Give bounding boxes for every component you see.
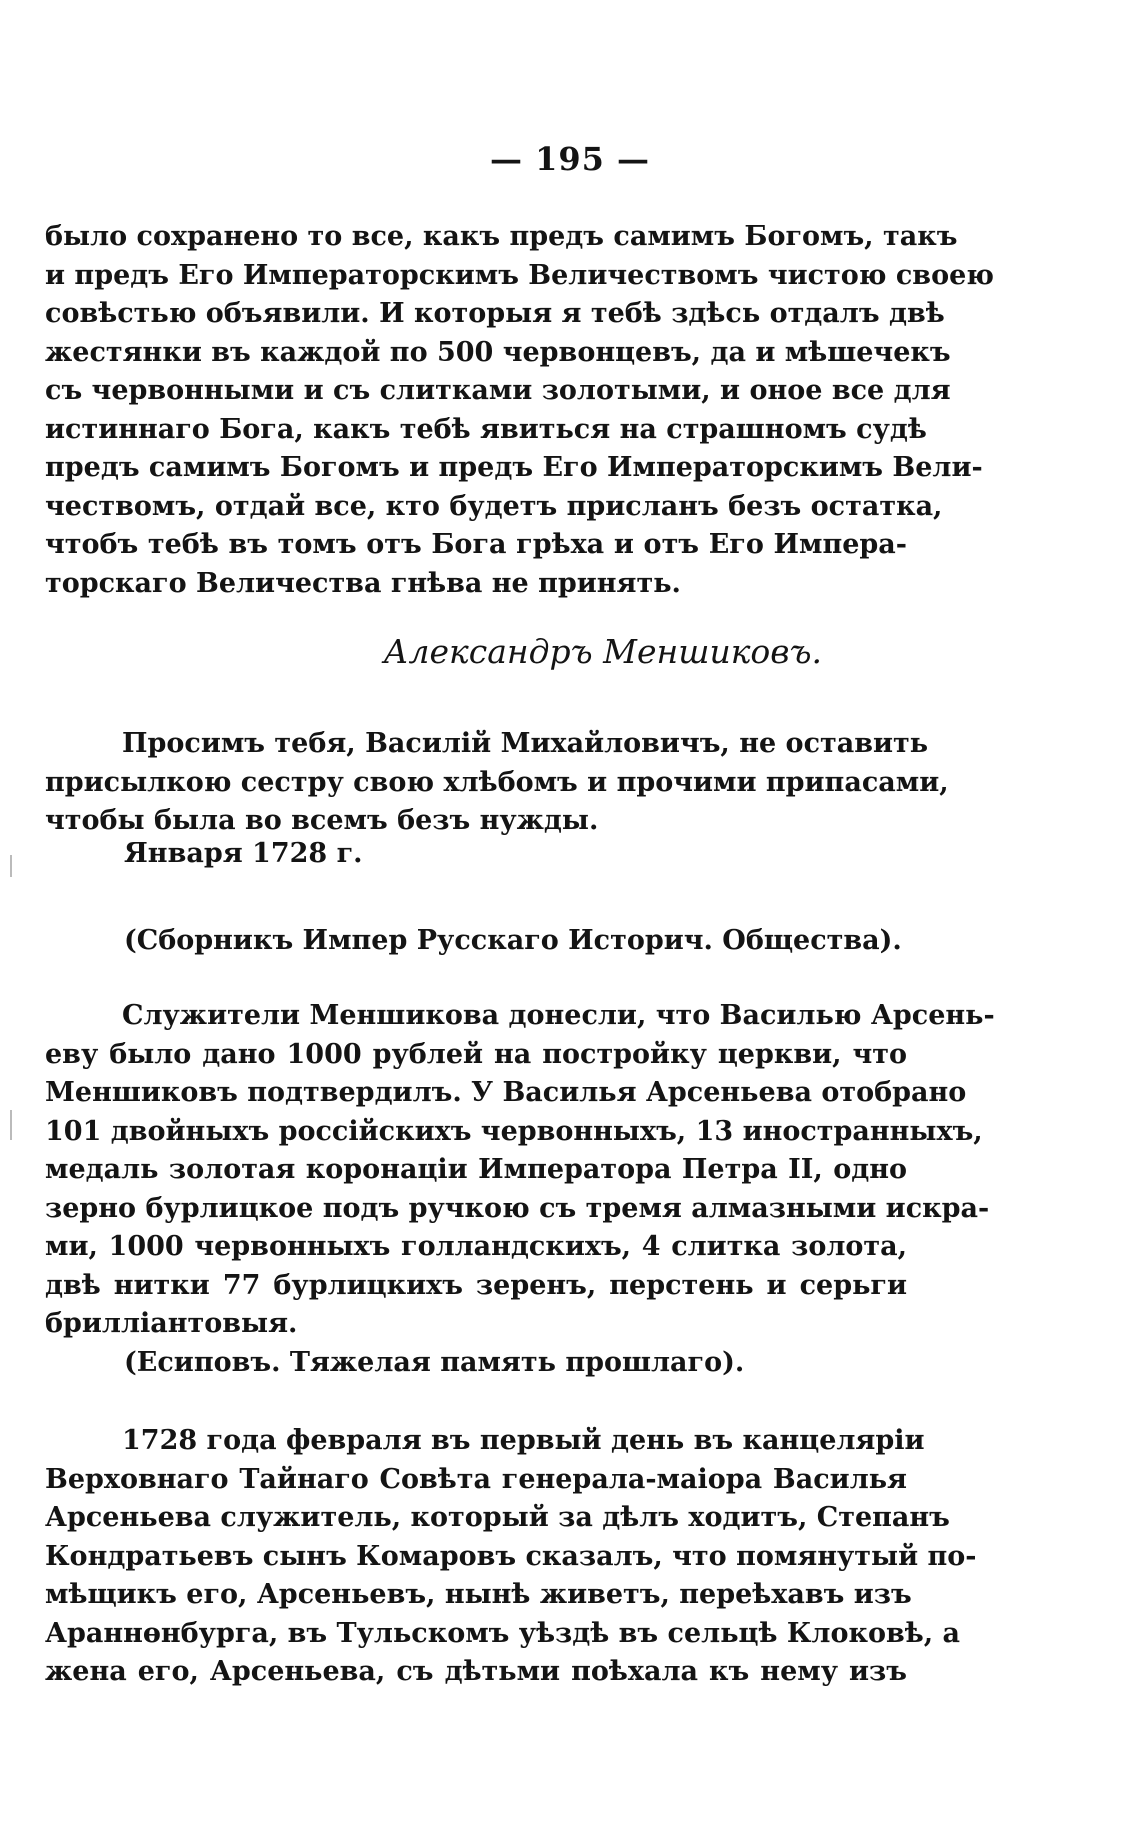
source-citation: (Есиповъ. Тяжелая память прошлаго).: [124, 1347, 745, 1378]
text-line: было сохранено то все, какъ предъ самимъ Богомъ, такъ: [45, 221, 958, 252]
text-line: 101 двойныхъ россійскихъ червонныхъ, 13 иностранныхъ,: [45, 1115, 983, 1147]
text-line: Меншиковъ подтвердилъ. У Василья Арсеньева отобрано: [45, 1077, 967, 1108]
source-citation: (Сборникъ Импер Русскаго Историч. Общества).: [124, 925, 902, 956]
text-line: Арсеньева служитель, который за дѣлъ ходитъ, Степанъ: [45, 1502, 950, 1533]
text-line: ми, 1000 червонныхъ голландскихъ, 4 слитка золота,: [45, 1231, 907, 1262]
paragraph-4: [45, 1422, 977, 1692]
date-line: Января 1728 г.: [124, 838, 363, 869]
text-line: Верховнаго Тайнаго Совѣта генерала-маіора Василья: [45, 1463, 907, 1495]
text-line: Араннөнбурга, въ Тульскомъ уѣздѣ въ сельцѣ Клоковѣ, а: [45, 1617, 961, 1649]
paragraph-3: [45, 997, 995, 1344]
text-line: 1728 года февраля въ первый день въ канцеляріи: [122, 1425, 925, 1456]
text-line: зерно бурлицкое подъ ручкою съ тремя алмазными искра-: [45, 1192, 990, 1224]
text-line: присылкою сестру свою хлѣбомъ и прочими припасами,: [45, 766, 949, 798]
page-number: — 195 —: [489, 140, 651, 178]
text-line: чтобы была во всемъ безъ нужды.: [45, 805, 599, 836]
scan-mark: [10, 855, 12, 877]
scan-mark: [10, 1110, 12, 1140]
signature: Александръ Меншиковъ.: [383, 632, 822, 671]
text-line: мѣщикъ его, Арсеньевъ, нынѣ живетъ, переѣхавъ изъ: [45, 1579, 912, 1610]
text-line: еву было дано 1000 рублей на постройку церкви, что: [45, 1038, 907, 1070]
paragraph-2: [45, 725, 949, 841]
text-line: Служители Меншикова донесли, что Василью Арсень-: [122, 1000, 995, 1031]
text-line: торскаго Величества гнѣва не принять.: [45, 567, 681, 599]
text-line: брилліантовыя.: [45, 1308, 298, 1339]
text-line: чтобъ тебѣ въ томъ отъ Бога грѣха и отъ Его Импера-: [45, 529, 907, 560]
text-line: жена его, Арсеньева, съ дѣтьми поѣхала къ нему изъ: [45, 1656, 907, 1687]
text-line: Просимъ тебя, Василій Михайловичъ, не оставить: [122, 728, 929, 759]
paragraph-1: [45, 218, 994, 603]
text-line: съ червонными и съ слитками золотыми, и оное все для: [45, 375, 951, 406]
text-line: и предъ Его Императорскимъ Величествомъ чистою своею: [45, 259, 994, 291]
text-line: совѣстью объявили. И которыя я тебѣ здѣсь отдалъ двѣ: [45, 298, 945, 329]
text-line: медаль золотая коронаціи Императора Петра II, одно: [45, 1154, 907, 1185]
text-line: чествомъ, отдай все, кто будетъ присланъ безъ остатка,: [45, 490, 943, 522]
text-line: Кондратьевъ сынъ Комаровъ сказалъ, что помянутый по-: [45, 1540, 977, 1572]
text-line: истиннаго Бога, какъ тебѣ явиться на страшномъ судѣ: [45, 413, 927, 445]
text-line: предъ самимъ Богомъ и предъ Его Императорскимъ Вели-: [45, 452, 983, 483]
text-line: двѣ нитки 77 бурлицкихъ зеренъ, перстень и серьги: [45, 1269, 907, 1301]
text-line: жестянки въ каждой по 500 червонцевъ, да и мѣшечекъ: [45, 336, 951, 368]
